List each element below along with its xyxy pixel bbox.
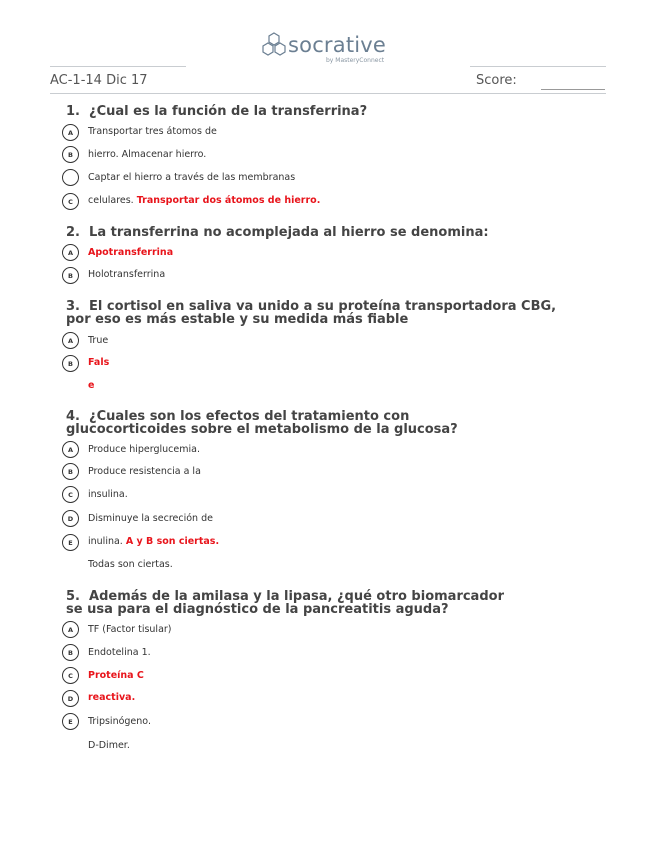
question-title-line-2: se usa para el diagnóstico de la pancreatitis aguda?	[66, 602, 449, 617]
correct-answer: A y B son ciertas.	[125, 536, 220, 547]
question-title: 3. El cortisol en saliva va unido a su proteína transportadora CBG,	[66, 299, 557, 314]
correct-answer: Transportar dos átomos de hierro.	[136, 195, 321, 206]
question-title: 2. La transferrina no acomplejada al hierro se denomina:	[66, 225, 489, 240]
option-bubble-c[interactable]: C	[62, 486, 79, 503]
option-text: Tripsinógeno.	[88, 716, 151, 727]
option-bubble-b[interactable]: B	[62, 644, 79, 661]
question-title-line-2: por eso es más estable y su medida más fiable	[66, 312, 409, 327]
option-bubble-b[interactable]: B	[62, 267, 79, 284]
option-bubble-b[interactable]: B	[62, 355, 79, 372]
quiz-name: AC-1-14 Dic 17	[50, 73, 148, 88]
option-bubble-a[interactable]: A	[62, 441, 79, 458]
correct-answer: Proteína C	[88, 670, 144, 681]
option-text: Disminuye la secreción de	[88, 513, 213, 524]
score-label: Score:	[476, 73, 517, 88]
option-bubble-a[interactable]: A	[62, 621, 79, 638]
correct-answer: Apotransferrina	[88, 247, 174, 258]
option-text: Todas son ciertas.	[88, 559, 173, 570]
option-bubble-e[interactable]: E	[62, 534, 79, 551]
option-bubble-d[interactable]: D	[62, 690, 79, 707]
option-text: TF (Factor tisular)	[88, 624, 172, 635]
option-bubble-b[interactable]: B	[62, 146, 79, 163]
question-title: 5. Además de la amilasa y la lipasa, ¿qué otro biomarcador	[66, 589, 504, 604]
header-rule-bottom	[50, 93, 606, 94]
option-bubble-a[interactable]: A	[62, 244, 79, 261]
correct-answer-continuation: reactiva.	[88, 692, 136, 703]
option-bubble-c[interactable]: C	[62, 667, 79, 684]
option-text: inulina. A y B son ciertas.	[88, 536, 220, 547]
question-title: 1. ¿Cual es la función de la transferrina?	[66, 104, 368, 119]
socrative-logo	[262, 32, 386, 58]
option-text: insulina.	[88, 489, 128, 500]
logo-byline: by MasteryConnect	[326, 57, 385, 64]
option-text: True	[88, 335, 109, 346]
option-text: D-Dimer.	[88, 740, 130, 751]
option-text: Holotransferrina	[88, 269, 166, 280]
option-text: Produce resistencia a la	[88, 466, 201, 477]
option-text: celulares. Transportar dos átomos de hierro.	[88, 195, 321, 206]
logo-wordmark: socrative	[288, 33, 387, 57]
correct-answer-continuation: e	[88, 380, 95, 391]
question-title-line-2: glucocorticoides sobre el metabolismo de la glucosa?	[66, 422, 458, 437]
hexagon-logo-icon	[262, 32, 286, 58]
question-title: 4. ¿Cuales son los efectos del tratamiento con	[66, 409, 410, 424]
option-text: Transportar tres átomos de	[88, 126, 217, 137]
option-text: Produce hiperglucemia.	[88, 444, 200, 455]
option-bubble-a[interactable]: A	[62, 332, 79, 349]
header-rule-left	[50, 66, 186, 67]
option-text: Endotelina 1.	[88, 647, 151, 658]
option-bubble-a[interactable]: A	[62, 124, 79, 141]
option-bubble-empty[interactable]	[62, 169, 79, 186]
option-bubble-e[interactable]: E	[62, 713, 79, 730]
option-text: hierro. Almacenar hierro.	[88, 149, 207, 160]
header-rule-right	[470, 66, 606, 67]
score-blank	[541, 89, 605, 90]
option-bubble-c[interactable]: C	[62, 193, 79, 210]
option-bubble-b[interactable]: B	[62, 463, 79, 480]
correct-answer: Fals	[88, 357, 110, 368]
option-bubble-d[interactable]: D	[62, 510, 79, 527]
option-text: Captar el hierro a través de las membranas	[88, 172, 296, 183]
